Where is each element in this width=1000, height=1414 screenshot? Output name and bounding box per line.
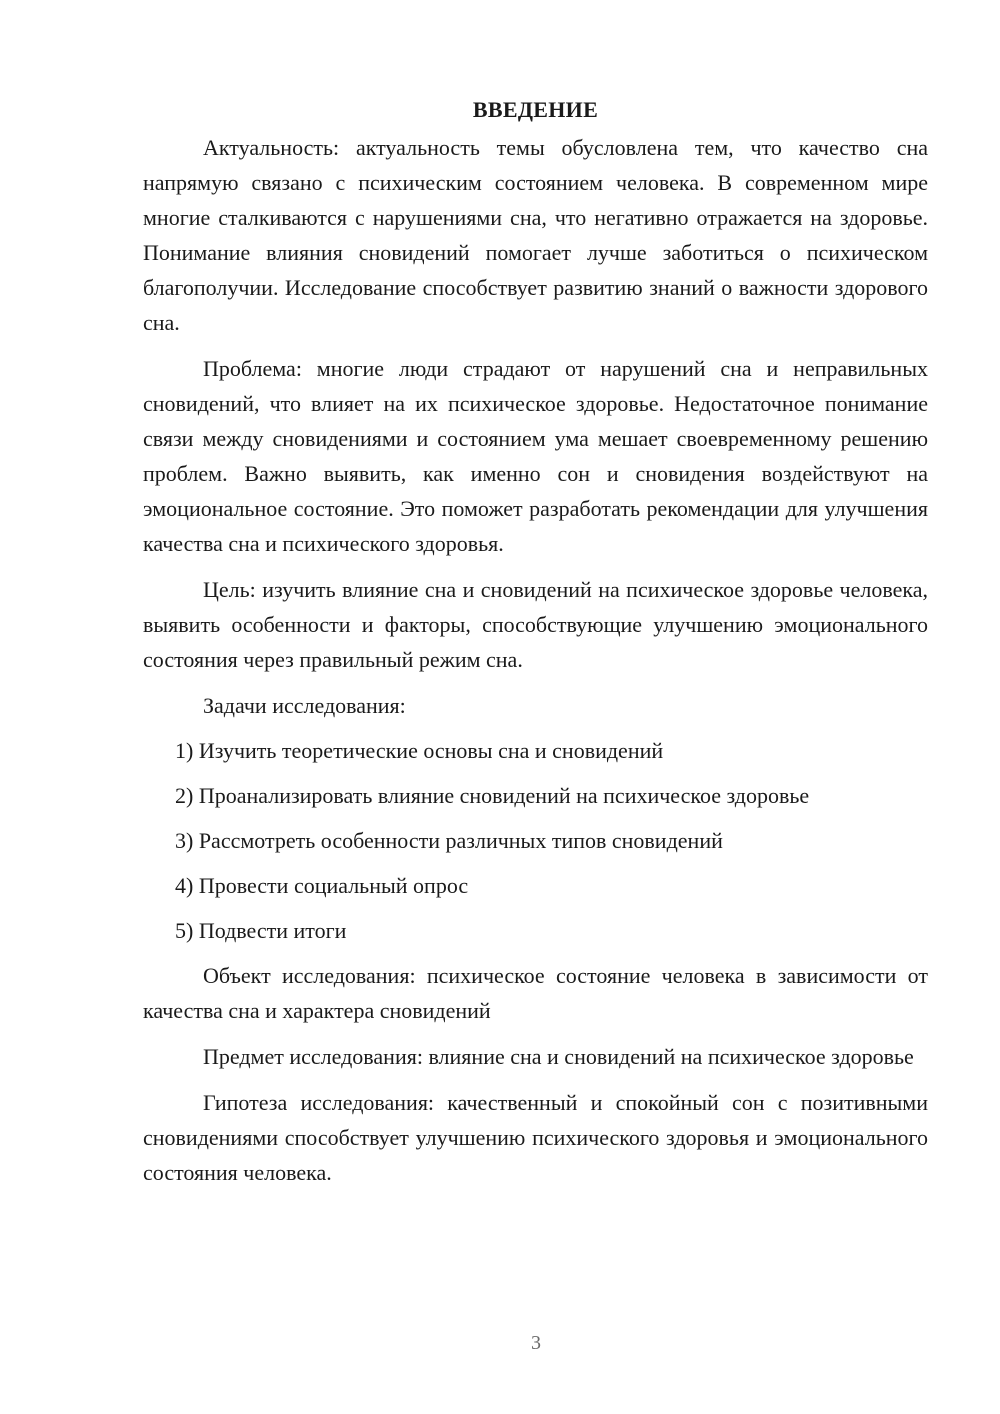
task-item-5: 5) Подвести итоги <box>175 918 347 943</box>
goal-paragraph: Цель: изучить влияние сна и сновидений на психическое здоровье человека, выявить особенности и факторы, способствующие улучшению эмоционального состояния через правильный режим сна. <box>143 577 928 672</box>
task-list <box>143 733 928 948</box>
object-paragraph: Объект исследования: психическое состояние человека в зависимости от качества сна и характера сновидений <box>143 963 928 1023</box>
tasks-title: Задачи исследования: <box>203 693 406 718</box>
task-item-2: 2) Проанализировать влияние сновидений на психическое здоровье <box>175 783 810 808</box>
subject-paragraph: Предмет исследования: влияние сна и сновидений на психическое здоровье <box>203 1044 914 1069</box>
section-heading: ВВЕДЕНИЕ <box>472 97 599 122</box>
task-item-4: 4) Провести социальный опрос <box>175 873 469 898</box>
problem-paragraph: Проблема: многие люди страдают от нарушений сна и неправильных сновидений, что влияет на их психическое здоровье. Недостаточное понимание связи между сновидениями и состоянием ума мешает своевременному решению проблем. Важно выявить, как именно сон и сновидения воздействуют на эмоциональное состояние. Это поможет разработать рекомендации для улучшения качества сна и психического здоровья. <box>143 356 928 556</box>
hypothesis-paragraph: Гипотеза исследования: качественный и спокойный сон с позитивными сновидениями способствует улучшению психического здоровья и эмоционального состояния человека. <box>143 1090 928 1185</box>
document-page <box>143 92 928 1201</box>
relevance-paragraph: Актуальность: актуальность темы обусловлена тем, что качество сна напрямую связано с психическим состоянием человека. В современном мире многие сталкиваются с нарушениями сна, что негативно отражается на здоровье. Понимание влияния сновидений помогает лучше заботиться о психическом благополучии. Исследование способствует развитию знаний о важности здорового сна. <box>143 135 928 335</box>
task-item-1: 1) Изучить теоретические основы сна и сновидений <box>175 738 664 763</box>
task-item-3: 3) Рассмотреть особенности различных типов сновидений <box>175 828 723 853</box>
page-number: 3 <box>531 1332 541 1354</box>
